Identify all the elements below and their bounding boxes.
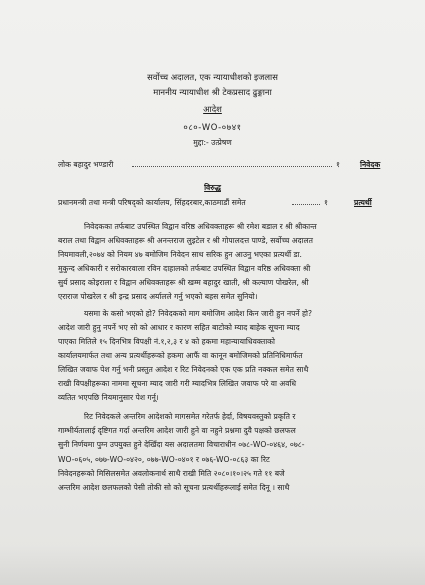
paragraph-line: निवेदनहरूको मिसिलसमेत अवलोकनार्थ साथै राखी मिति २०८०।१०।२५ गते ११ बजे: [58, 469, 285, 478]
paragraph-line: यसमा के कसो भएको हो? निवेदकको माग बमोजिम आदेश किन जारी हुन नपर्ने हो?: [84, 309, 313, 318]
paragraph-line: पाएका मितिले १५ दिनभित्र विपक्षी नं.१,२,३ र ४ को हकमा महान्यायाधिवक्ताको: [58, 337, 275, 346]
paragraph-line: WO-०६०५, ०७७-WO-०४२०, ०७७-WO-०४०१ र ०७६-WO-०८६३ का रिट: [58, 455, 270, 464]
versus-label: विरुद्ध: [204, 183, 221, 192]
paragraph-line: सुनी निर्णयमा पुग्न उपयुक्त हुने देखिँदा यस अदालतमा विचाराधीन ०७८-WO-०४६४, ०७८-: [58, 440, 305, 449]
paragraph-line: गाम्भीर्यतालाई दृष्टिगत गर्दा अन्तरिम आदेश जारी हुने वा नहुने प्रश्नमा दुवै पक्षको छलफल: [58, 426, 296, 435]
paragraph-line: रिट निवेदकले अन्तरिम आदेशको मागसमेत गरेतर्फ हेर्दा, विषयवस्तुको प्रकृति र: [84, 412, 296, 421]
paragraph-line: राखी विपक्षीहरूका नाममा सूचना म्याद जारी गरी म्यादभित्र लिखित जवाफ परे वा अवधि: [58, 379, 297, 388]
paragraph-line: नियमावली,२०७४ को नियम ४७ बमोजिम निवेदन साथ सरिक हुन आउनु भएका प्रत्यर्थी डा.: [58, 250, 302, 259]
court-name: सर्वोच्च अदालत, एक न्यायाधीशको इजलास: [147, 72, 278, 82]
applicant-serial: १: [336, 160, 340, 169]
respondent-dotted-leader: [292, 198, 320, 208]
judge-name: माननीय न्यायाधीश श्री टेकप्रसाद ढुङ्गाना: [153, 87, 272, 97]
case-number: ०८०-WO-०७४१: [183, 122, 242, 132]
order-title: आदेश: [203, 104, 222, 114]
paragraph-line: एराराज पोखरेल र श्री इन्द्र प्रसाद अर्यालले गर्नु भएको बहस समेत सुनियो।: [58, 292, 258, 301]
paragraph-line: आदेश जारी हुनु नपर्ने भए सो को आधार र कारण सहित बाटोको म्याद बाहेक सूचना म्याद: [58, 323, 300, 332]
paragraph-line: निवेदकका तर्फबाट उपस्थित विद्वान वरिष्ठ अधिवक्ताहरू श्री रमेश बडाल र श्री श्रीकान्त: [84, 222, 317, 231]
paragraph-line: सुर्य प्रसाद कोइराला र विद्वान अधिवक्ताहरू श्री खम्म बहादुर खाती, श्री कल्याण पोखरेल, श्री: [58, 278, 309, 287]
respondent-role: प्रत्यर्थी: [354, 198, 372, 207]
scan-shadow: [0, 545, 425, 585]
paragraph-line: अन्तरिम आदेश छलफलको पेसी तोकी सो को सूचना प्रत्यर्थीहरूलाई समेत दिनू । साथै: [58, 483, 290, 492]
paragraph-line: लिखित जवाफ पेश गर्नु भनी प्रस्तुत आदेश र रिट निवेदनको एक एक प्रति नक्कल समेत साथै: [58, 365, 309, 374]
applicant-role: निवेदक: [360, 160, 381, 169]
paragraph-line: बराल तथा विद्वान अधिवक्ताहरू श्री अनन्तराज लुइटेल र श्री गोपालदत्त पाण्डे, सर्वोच्च अदालत: [58, 236, 313, 245]
case-subject: मुद्दा:- उत्प्रेषण: [193, 138, 232, 147]
applicant-dotted-leader: [132, 160, 332, 170]
paragraph-line: व्यतित भएपछि नियमानुसार पेश गर्नू।: [58, 393, 159, 402]
paragraph-line: मुकुन्द अधिकारी र सरोकारवाला रविन दाहालको तर्फबाट उपस्थित विद्वान वरिष्ठ अधिवक्ता श्री: [58, 264, 311, 273]
respondent-serial: १: [324, 198, 328, 207]
respondent-name: प्रधानमन्त्री तथा मन्त्री परिषद्को कार्यालय, सिंहदरबार,काठमाडौं समेत: [58, 198, 246, 207]
applicant-name: लोक बहादुर भण्डारी: [58, 160, 114, 169]
paragraph-line: कार्यालयमार्फत तथा अन्य प्रत्यर्थीहरूको हकमा आफैं वा कानून बमोजिमको प्रतिनिधिमार्फत: [58, 351, 303, 360]
